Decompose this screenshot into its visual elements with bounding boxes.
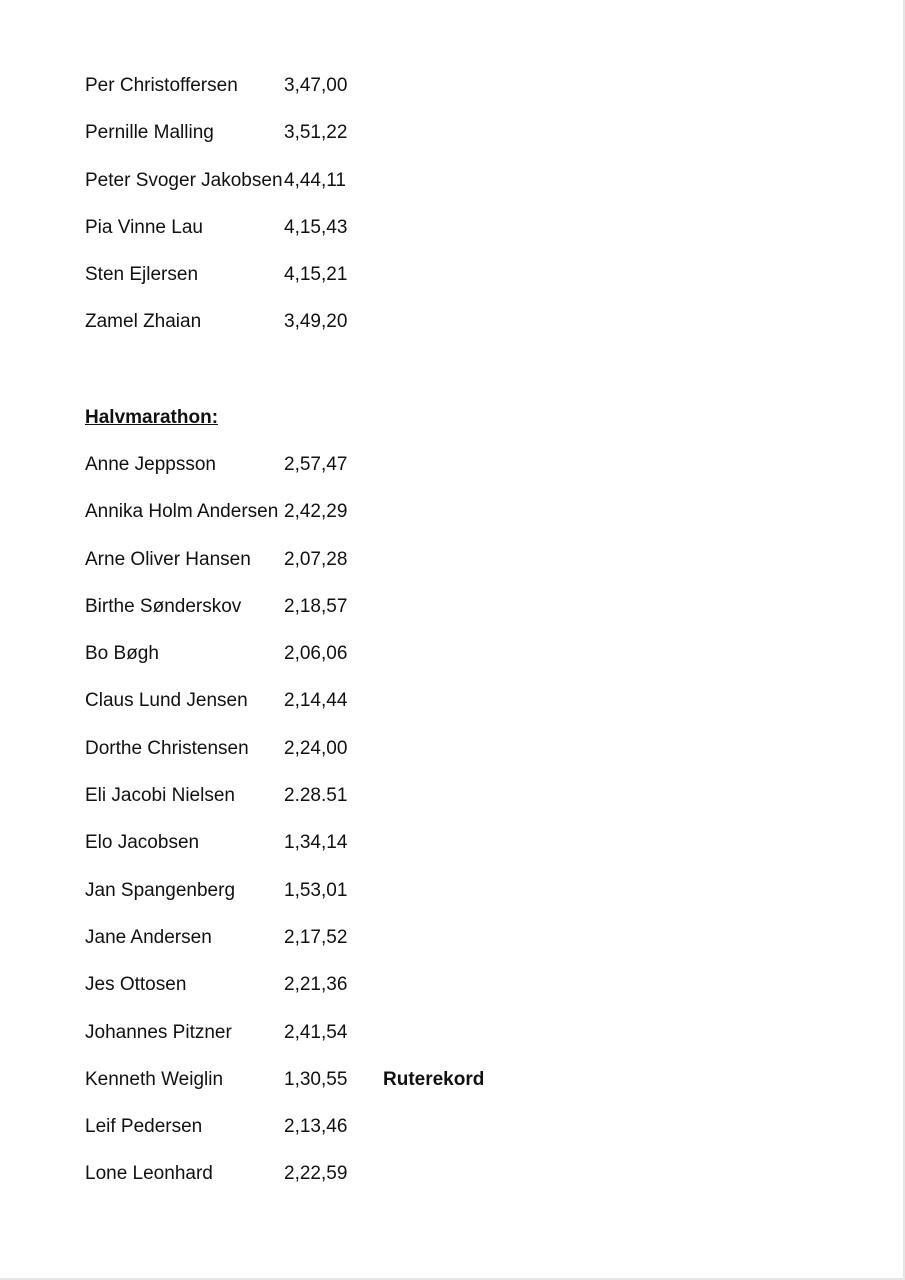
runner-name: Jan Spangenberg: [85, 879, 236, 901]
runner-time: 1,53,01: [284, 879, 348, 901]
runner-name: Lone Leonhard: [85, 1163, 213, 1185]
runner-time: 2,22,59: [284, 1163, 348, 1185]
runner-time: 2,21,36: [284, 974, 348, 996]
runner-time: 2,42,29: [284, 501, 348, 523]
runner-time: 1,30,55: [284, 1068, 348, 1090]
runner-time: 3,47,00: [284, 75, 348, 96]
runner-time: 2.28.51: [284, 785, 348, 807]
runner-name: Eli Jacobi Nielsen: [85, 785, 235, 807]
runner-time: 2,18,57: [284, 595, 348, 617]
runner-name: Elo Jacobsen: [85, 832, 200, 854]
runner-time: 3,49,20: [284, 311, 348, 333]
runner-name: Jes Ottosen: [85, 974, 187, 996]
runner-name: Birthe Sønderskov: [85, 595, 242, 617]
runner-name: Kenneth Weiglin: [85, 1068, 224, 1090]
runner-name: Claus Lund Jensen: [85, 690, 248, 712]
runner-name: Dorthe Christensen: [85, 737, 249, 759]
runner-name: Sten Ejlersen: [85, 264, 199, 286]
runner-time: 2,24,00: [284, 737, 348, 759]
runner-name: Pia Vinne Lau: [85, 216, 203, 238]
runner-name: Pernille Malling: [85, 122, 214, 144]
runner-name: Leif Pedersen: [85, 1116, 203, 1138]
runner-name: Annika Holm Andersen: [85, 501, 279, 523]
runner-time: 2,57,47: [284, 454, 348, 475]
runner-name: Zamel Zhaian: [85, 311, 202, 333]
runner-time: 2,13,46: [284, 1116, 348, 1138]
runner-time: 2,14,44: [284, 690, 348, 712]
runner-name: Anne Jeppsson: [85, 454, 216, 475]
runner-name: Bo Bøgh: [85, 643, 159, 665]
runner-name: Johannes Pitzner: [85, 1021, 232, 1043]
record-note: Ruterekord: [383, 1068, 485, 1090]
runner-time: 4,15,21: [284, 264, 348, 286]
runner-time: 4,15,43: [284, 216, 348, 238]
runner-time: 2,07,28: [284, 548, 348, 570]
runner-time: 1,34,14: [284, 832, 348, 854]
runner-name: Arne Oliver Hansen: [85, 548, 251, 570]
runner-time: 2,17,52: [284, 926, 348, 948]
runner-time: 3,51,22: [284, 122, 348, 144]
runner-name: Per Christoffersen: [85, 75, 238, 96]
runner-time: 2,06,06: [284, 643, 348, 665]
runner-name: Peter Svoger Jakobsen: [85, 169, 283, 191]
section-heading-halvmarathon: Halvmarathon:: [85, 407, 219, 428]
runner-name: Jane Andersen: [85, 926, 212, 948]
runner-time: 2,41,54: [284, 1021, 348, 1043]
runner-time: 4,44,11: [284, 169, 346, 191]
